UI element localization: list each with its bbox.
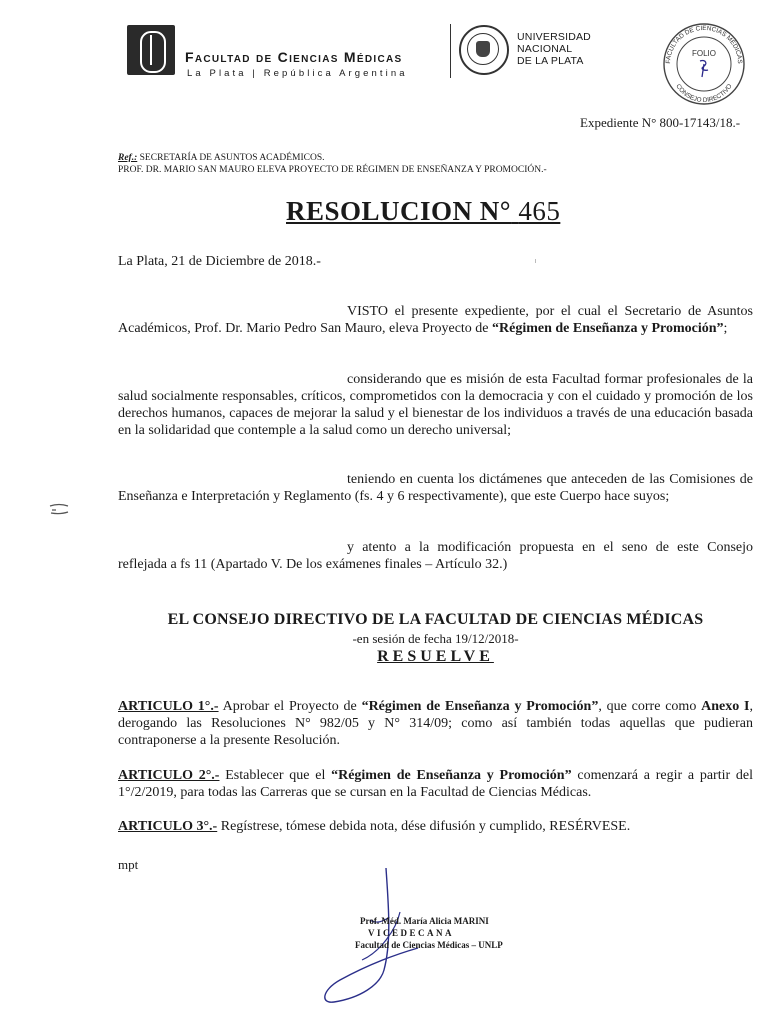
- article-1-pre: Aprobar el Proyecto de: [218, 699, 362, 714]
- margin-mark: [48, 502, 70, 516]
- resolution-title: [286, 196, 560, 227]
- visto-paragraph: [118, 303, 753, 337]
- resuelve-heading: RESUELVE: [377, 648, 494, 665]
- visto-bold: “Régimen de Enseñanza y Promoción”: [492, 321, 724, 336]
- reference-block: [118, 152, 547, 176]
- resolution-number: 465: [518, 196, 561, 226]
- svg-text:CONSEJO DIRECTIVO: [674, 83, 733, 104]
- reference-line-1: SECRETARÍA DE ASUNTOS ACADÉMICOS.: [139, 153, 325, 163]
- reference-line-2: PROF. DR. MARIO SAN MAURO ELEVA PROYECTO DE RÉGIMEN DE ENSEÑANZA Y PROMOCIÓN.-: [118, 165, 547, 175]
- article-2-label: ARTICULO 2°.-: [118, 768, 220, 783]
- folio-number-mark: [700, 61, 708, 77]
- article-2-post: comenzará a regir a partir del 1°/2/2019, para todas las Carreras que se cursan en la Facultad de Ciencias Médicas.: [118, 768, 753, 800]
- university-name: [517, 31, 591, 67]
- article-2: [118, 767, 753, 801]
- council-heading: EL CONSEJO DIRECTIVO DE LA FACULTAD DE CIENCIAS MÉDICAS: [167, 611, 704, 628]
- visto-text: VISTO el presente expediente, por el cual el Secretario de Asuntos Académicos, Prof. Dr. Mario Pedro San Mauro, eleva Proyecto de: [118, 304, 753, 336]
- article-1-bold-2: Anexo I: [701, 699, 750, 714]
- teniendo-paragraph: [118, 471, 753, 505]
- signatory-faculty: Facultad de Ciencias Médicas – UNLP: [355, 940, 503, 950]
- scan-speck: [535, 259, 536, 263]
- atento-text: y atento a la modificación propuesta en el seno de este Consejo reflejada a fs 11 (Apartado V. De los exámenes finales – Artículo 32.): [118, 540, 753, 572]
- reference-label: Ref.:: [118, 153, 138, 163]
- header-divider: [450, 24, 451, 78]
- university-line-1: UNIVERSIDAD: [517, 31, 591, 43]
- document-date: La Plata, 21 de Diciembre de 2018.-: [118, 254, 321, 269]
- article-2-bold-1: “Régimen de Enseñanza y Promoción”: [331, 768, 572, 783]
- stamp-ring-top: FACULTAD DE CIENCIAS MÉDICAS: [664, 24, 744, 64]
- typist-initials: mpt: [118, 857, 139, 872]
- signatory-role: VICEDECANA: [368, 928, 455, 938]
- svg-text:FACULTAD DE CIENCIAS MÉDICAS: [665, 25, 743, 64]
- article-3-post: Regístrese, tómese debida nota, dése difusión y cumplido, RESÉRVESE.: [217, 819, 631, 834]
- atento-paragraph: [118, 539, 753, 573]
- university-line-3: DE LA PLATA: [517, 55, 584, 67]
- article-1: [118, 698, 753, 749]
- university-line-2: NACIONAL: [517, 43, 573, 55]
- signatory-name: Prof. Méd. María Alicia MARINI: [360, 916, 489, 926]
- folio-stamp: [656, 20, 752, 106]
- faculty-logo: [127, 25, 175, 75]
- article-2-pre: Establecer que el: [219, 768, 332, 783]
- faculty-name: Facultad de Ciencias Médicas: [185, 49, 403, 65]
- stamp-ring-bottom: CONSEJO DIRECTIVO: [674, 82, 734, 105]
- teniendo-text: teniendo en cuenta los dictámenes que anteceden de las Comisiones de Enseñanza e Interpretación y Reglamento (fs. 4 y 6 respectivamente), que este Cuerpo hace suyos;: [118, 472, 753, 504]
- article-1-post: , derogando las Resoluciones N° 982/05 y N° 314/09; como así también todas aquellas que pudieran contraponerse a la presente Resolución.: [118, 699, 754, 748]
- considerando-text: considerando que es misión de esta Facultad formar profesionales de la salud socialmente responsables, críticos, comprometidos con la democracia y con el cuidado y promoción de los derechos humanos, capaces de mejorar la salud y el bienestar de los individuos a través de una educación basada en la solidaridad que contemple a la salud como un derecho universal;: [118, 372, 753, 438]
- expediente-number: Expediente N° 800-17143/18.-: [580, 115, 741, 130]
- stamp-label: FOLIO: [691, 49, 717, 58]
- article-3: [118, 818, 753, 835]
- session-date: -en sesión de fecha 19/12/2018-: [352, 631, 519, 646]
- article-1-label: ARTICULO 1°.-: [118, 699, 219, 714]
- resolution-title-text: RESOLUCION N°: [286, 196, 512, 226]
- article-3-label: ARTICULO 3°.-: [118, 819, 218, 834]
- article-1-mid: , que corre como: [598, 699, 702, 714]
- university-seal: [459, 25, 509, 75]
- article-1-bold-1: “Régimen de Enseñanza y Promoción”: [361, 699, 599, 714]
- faculty-location: La Plata | República Argentina: [187, 68, 408, 79]
- considerando-paragraph: [118, 371, 753, 439]
- visto-tail: ;: [723, 321, 728, 336]
